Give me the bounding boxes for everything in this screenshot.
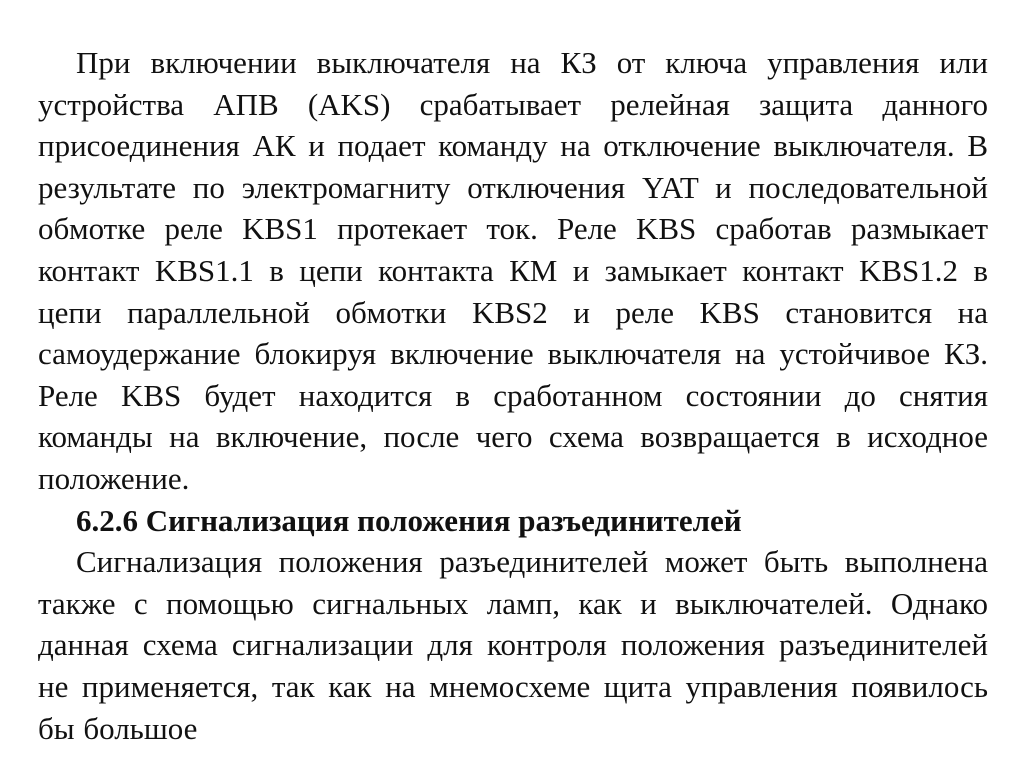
body-paragraph-disconnector-signaling: Сигнализация положения разъединителей может быть выполнена также с помощью сигнальных ламп, как и выключателей. Однако данная схема сигнализации для контроля положения разъединителей не применяется, так как на мнемосхеме щита управления появилось бы большое	[38, 544, 988, 746]
section-heading: 6.2.6 Сигнализация положения разъединителей	[76, 502, 742, 538]
body-paragraph-breaker-closing-on-fault: При включении выключателя на КЗ от ключа управления или устройства АПВ (AKS) срабатывает релейная защита данного присоединения АК и подает команду на отключение выключателя. В результате по электромагниту отключения YAT и последовательной обмотке реле KBS1 протекает ток. Реле KBS сработав размыкает контакт KBS1.1 в цепи контакта КМ и замыкает контакт KBS1.2 в цепи параллельной обмотки KBS2 и реле KBS становится на самоудержание блокируя включение выключателя на устойчивое КЗ. Реле KBS будет находится в сработанном состоянии до снятия команды на включение, после чего схема возвращается в исходное положение.	[38, 45, 988, 496]
